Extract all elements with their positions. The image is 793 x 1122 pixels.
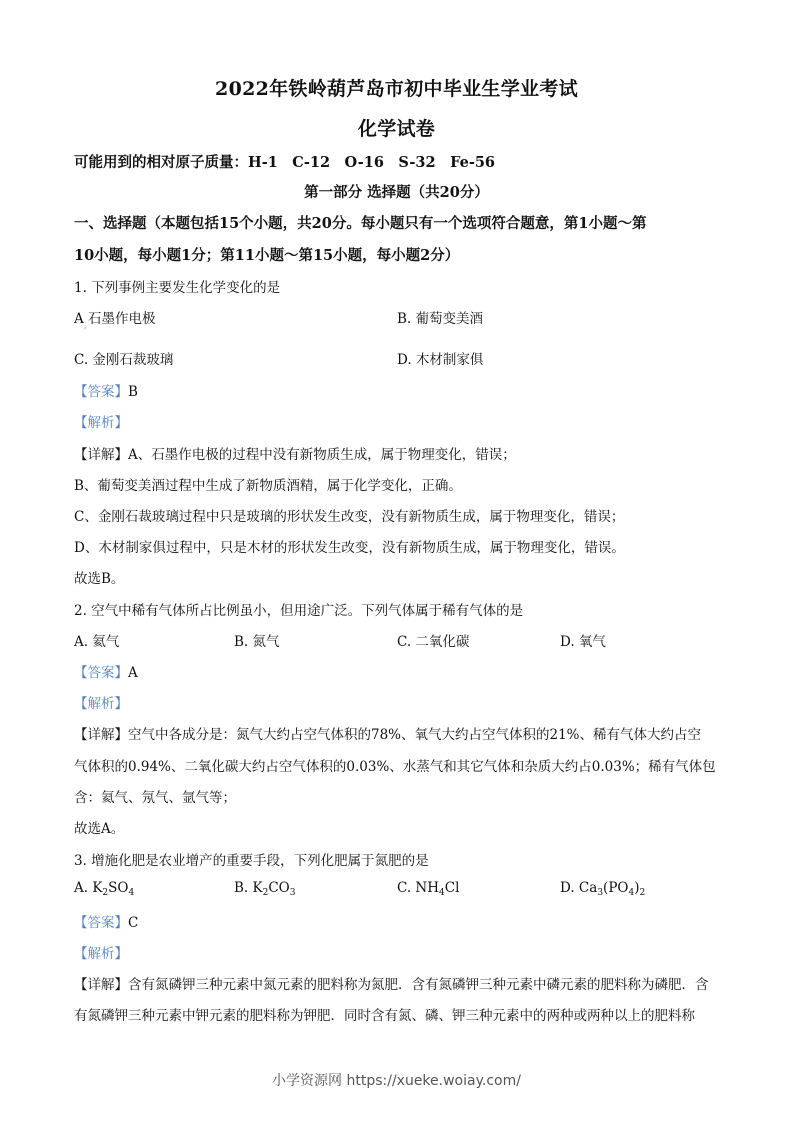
q3-option-d: D. $Ca_3(PO_4)_2$ (560, 880, 646, 898)
section-instructions-1: 一、选择题（本题包括15个小题，共20分。每小题只有一个选项符合题意，第1小题～第 (74, 215, 647, 232)
q3-option-b: B. $K_2CO_3$ (234, 880, 296, 898)
q1-detail-1: 【详解】A、石墨作电极的过程中没有新物质生成，属于物理变化，错误； (74, 447, 516, 463)
answer-label: 【答案】 (74, 915, 128, 931)
q3-option-c: C. $NH_4Cl$ (397, 880, 460, 898)
question-2-stem: 2. 空气中稀有气体所占比例虽小，但用途广泛。下列气体属于稀有气体的是 (74, 603, 524, 619)
q3-option-a: A. $K_2SO_4$ (74, 880, 135, 898)
q2-detail-2: 气体积的0.94%、二氧化碳大约占空气体积的0.03%、水蒸气和其它气体和杂质大约占0.03%；稀有气体包 (74, 759, 716, 775)
q1-option-a: A 石墨作电极 (74, 311, 156, 327)
section-instructions-2: 10小题，每小题1分；第11小题～第15小题，每小题2分） (74, 247, 460, 264)
question-3-stem: 3. 增施化肥是农业增产的重要手段，下列化肥属于氮肥的是 (74, 853, 429, 869)
q1-answer: 【答案】B (74, 384, 138, 400)
detail-label: 【详解】 (74, 977, 128, 993)
q3-detail-2: 有氮磷钾三种元素中钾元素的肥料称为钾肥．同时含有氮、磷、钾三种元素中的两种或两种以上的肥料称 (74, 1008, 695, 1024)
part-title: 第一部分 选择题（共20分） (304, 184, 489, 201)
q3-answer: 【答案】C (74, 915, 139, 931)
exam-title: 2022年铁岭葫芦岛市初中毕业生学业考试 (215, 78, 578, 100)
q1-detail-4: D、木材制家俱过程中，只是木材的形状发生改变，没有新物质生成，属于物理变化，错误。 (74, 540, 625, 556)
q2-detail-3: 含：氦气、氖气、氩气等； (74, 790, 236, 806)
q2-answer: 【答案】A (74, 665, 138, 681)
q2-option-a: A. 氦气 (74, 634, 120, 650)
detail-label: 【详解】 (74, 727, 128, 743)
answer-label: 【答案】 (74, 384, 128, 400)
q1-detail-3: C、金刚石裁玻璃过程中只是玻璃的形状发生改变，没有新物质生成，属于物理变化，错误； (74, 509, 625, 525)
atomic-masses: 可能用到的相对原子质量：H-1 C-12 O-16 S-32 Fe-56 (74, 154, 496, 171)
q1-analysis-label: 【解析】 (74, 415, 128, 431)
q2-option-c: C. 二氧化碳 (397, 634, 470, 650)
question-1-stem: 1. 下列事例主要发生化学变化的是 (74, 280, 281, 296)
q3-analysis-label: 【解析】 (74, 946, 128, 962)
stray-dot: ' (84, 326, 87, 335)
q2-detail-1: 【详解】空气中各成分是：氮气大约占空气体积的78%、氧气大约占空气体积的21%、稀有气体大约占空 (74, 727, 702, 743)
q2-conclusion: 故选A。 (74, 821, 125, 837)
answer-label: 【答案】 (74, 665, 128, 681)
detail-label: 【详解】 (74, 447, 128, 463)
q1-option-d: D. 木材制家俱 (397, 352, 484, 368)
exam-subtitle: 化学试卷 (357, 118, 436, 140)
q2-option-b: B. 氮气 (234, 634, 280, 650)
q1-conclusion: 故选B。 (74, 571, 125, 587)
q2-option-d: D. 氧气 (560, 634, 606, 650)
q1-option-b: B. 葡萄变美酒 (397, 311, 484, 327)
q1-option-c: C. 金刚石裁玻璃 (74, 352, 174, 368)
q2-analysis-label: 【解析】 (74, 696, 128, 712)
q3-detail-1: 【详解】含有氮磷钾三种元素中氮元素的肥料称为氮肥．含有氮磷钾三种元素中磷元素的肥料称为磷肥．含 (74, 977, 709, 993)
q1-detail-2: B、葡萄变美酒过程中生成了新物质酒精，属于化学变化，正确。 (74, 478, 462, 494)
footer-watermark[interactable]: 小学资源网 https://xueke.woiay.com/ (272, 1073, 521, 1089)
